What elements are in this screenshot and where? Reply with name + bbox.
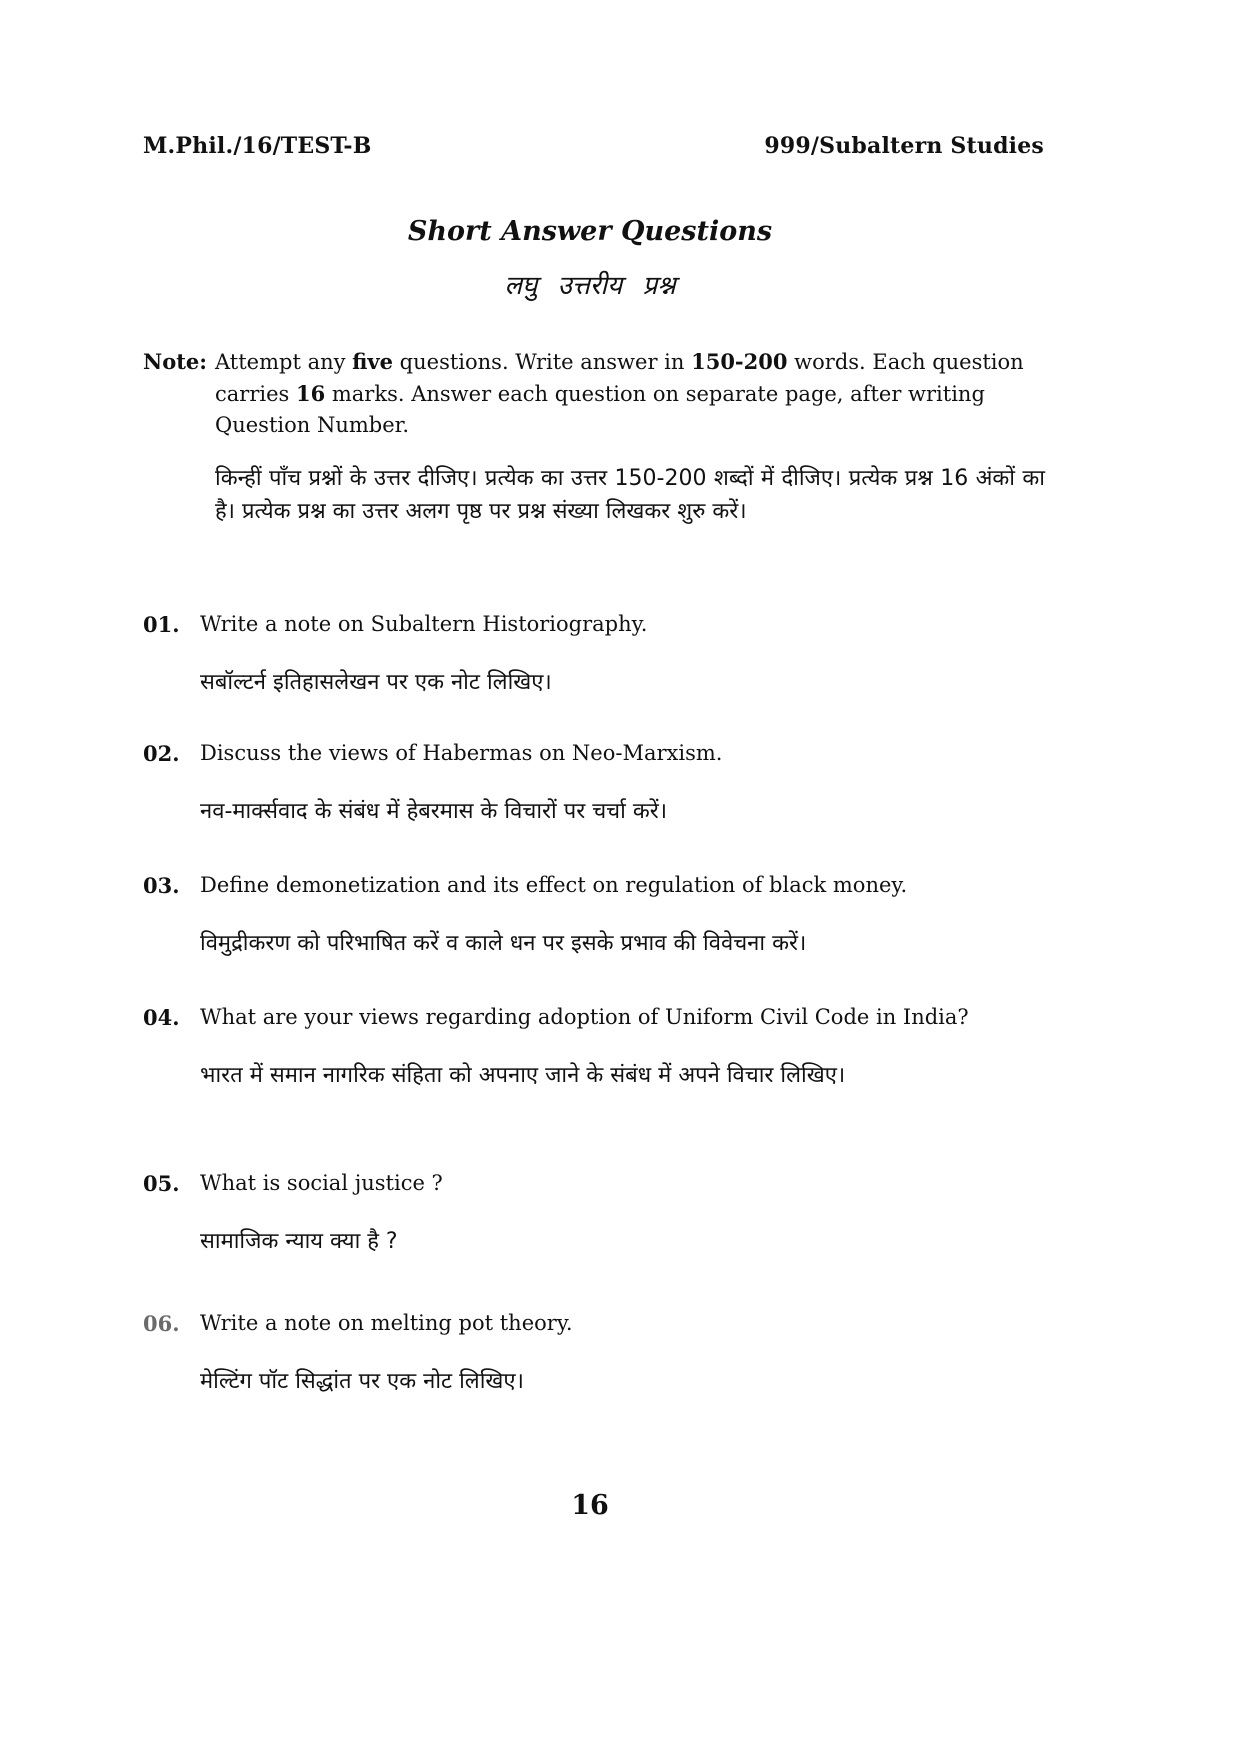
question-number: 01. bbox=[143, 612, 180, 637]
question-number: 06. bbox=[143, 1311, 180, 1336]
question-english: Discuss the views of Habermas on Neo-Marxism. bbox=[200, 741, 723, 765]
question-english: Write a note on Subaltern Historiography. bbox=[200, 612, 648, 636]
question-hindi: सामाजिक न्याय क्या है ? bbox=[200, 1229, 398, 1254]
question-number: 02. bbox=[143, 741, 180, 766]
note-text-part: words. Each question carries bbox=[215, 350, 1024, 406]
note-text-part: marks. Answer each question on separate page, after writing Question Number. bbox=[215, 382, 985, 437]
note-label: Note: bbox=[143, 349, 208, 374]
question-hindi: विमुद्रीकरण को परिभाषित करें व काले धन पर इसके प्रभाव की विवेचना करें। bbox=[200, 931, 807, 956]
question-hindi: मेल्टिंग पॉट सिद्धांत पर एक नोट लिखिए। bbox=[200, 1369, 524, 1394]
question-hindi: नव-मार्क्सवाद के संबंध में हेबरमास के विचारों पर चर्चा करें। bbox=[200, 799, 668, 824]
section-title-hindi: लघु उत्तरीय प्रश्न bbox=[504, 271, 676, 301]
note-text-part: Attempt any bbox=[215, 350, 353, 374]
page-number: 16 bbox=[571, 1490, 609, 1521]
question-english: What are your views regarding adoption of Uniform Civil Code in India? bbox=[200, 1005, 969, 1029]
note-text bbox=[215, 346, 1048, 441]
note-bold-five: five bbox=[352, 349, 393, 374]
subject-code: 999/Subaltern Studies bbox=[764, 133, 1044, 159]
question-number: 03. bbox=[143, 873, 180, 898]
question-english: Define demonetization and its effect on regulation of black money. bbox=[200, 873, 908, 897]
instructions-note-hindi: किन्हीं पाँच प्रश्नों के उत्तर दीजिए। प्रत्येक का उत्तर 150-200 शब्दों में दीजिए। प्रत्येक प्रश्न 16 अंकों का है। प्रत्येक प्रश्न का उत्तर अलग पृष्ठ पर प्रश्न संख्या लिखकर शुरु करें। bbox=[215, 466, 1045, 524]
section-title: Short Answer Questions bbox=[407, 216, 773, 247]
question-number: 04. bbox=[143, 1005, 180, 1030]
question-number: 05. bbox=[143, 1171, 180, 1196]
question-hindi: भारत में समान नागरिक संहिता को अपनाए जाने के संबंध में अपने विचार लिखिए। bbox=[200, 1063, 846, 1088]
question-hindi: सबॉल्टर्न इतिहासलेखन पर एक नोट लिखिए। bbox=[200, 670, 552, 695]
question-english: What is social justice ? bbox=[200, 1171, 443, 1195]
note-bold-marks: 16 bbox=[295, 381, 326, 406]
note-bold-words: 150-200 bbox=[691, 349, 788, 374]
note-text-part: questions. Write answer in bbox=[393, 350, 692, 374]
paper-code: M.Phil./16/TEST-B bbox=[143, 133, 372, 159]
question-english: Write a note on melting pot theory. bbox=[200, 1311, 573, 1335]
instructions-note bbox=[143, 346, 1048, 441]
